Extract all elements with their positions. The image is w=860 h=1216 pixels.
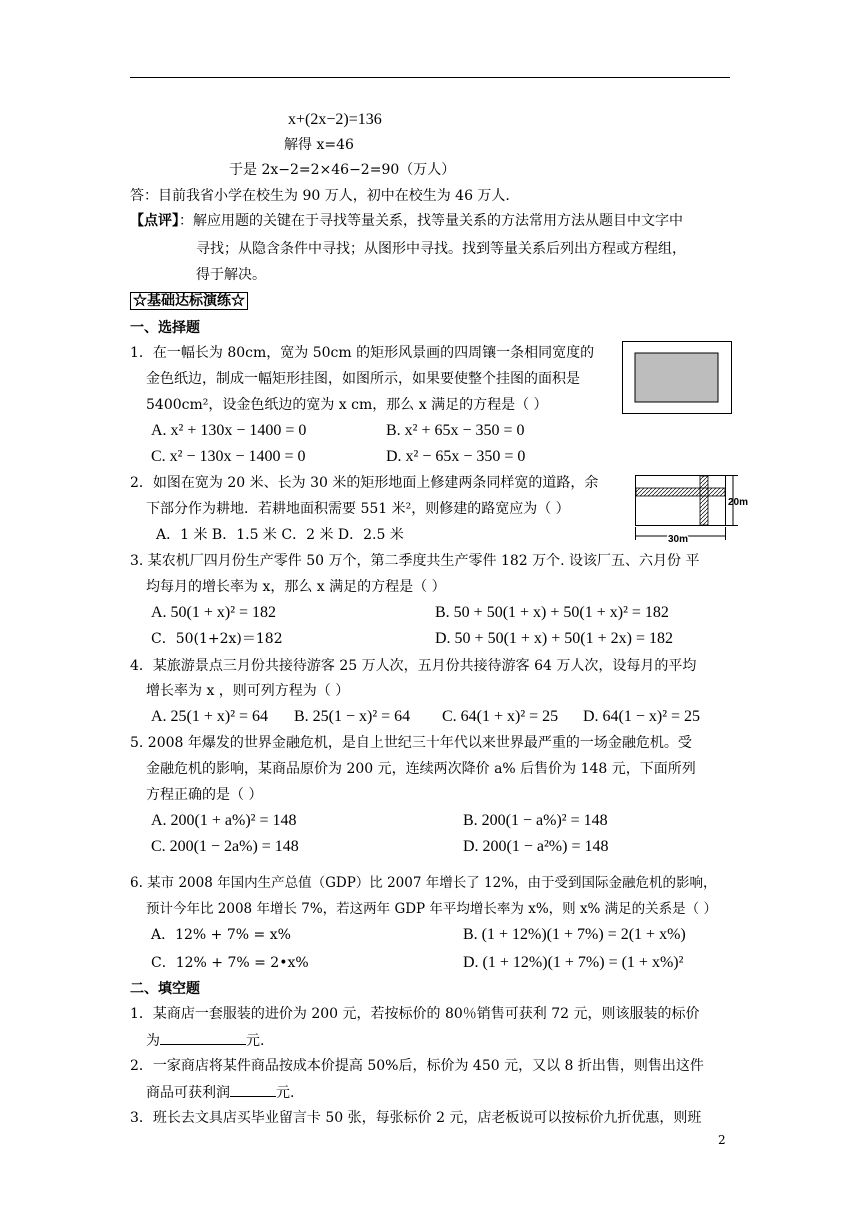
q5-line-3: 方程正确的是（ ） <box>146 787 263 803</box>
q3-option-b: B. 50 + 50(1 + x) + 50(1 + x)² = 182 <box>435 604 669 621</box>
answer-line: 答：目前我省小学在校生为 90 万人，初中在校生为 46 万人. <box>130 188 510 204</box>
q1-line-2: 金色纸边，制成一幅矩形挂图，如图所示，如果要使整个挂图的面积是 <box>146 371 580 387</box>
q6-line-1: 6. 某市 2008 年国内生产总值（GDP）比 2007 年增长了 12%，由于受到国际金融危机的影响， <box>130 875 717 891</box>
equation-line-1: x+(2x−2)=136 <box>288 111 382 128</box>
q5-option-c: C. 200(1 − 2a%) = 148 <box>151 838 299 855</box>
q1-option-c: C. x² − 130x − 1400 = 0 <box>151 448 306 465</box>
fill-q1-blank[interactable] <box>160 1030 246 1045</box>
equation-line-2: 解得 x=46 <box>284 137 354 153</box>
q4-line-2: 增长率为 x ，则可列方程为（ ） <box>146 683 350 699</box>
q6-option-c: C．12% + 7% = 2•x% <box>151 955 309 971</box>
q6-option-d: D. (1 + 12%)(1 + 7%) = (1 + x%)² <box>463 954 684 971</box>
q2-line-1: 2．如图在宽为 20 米、长为 30 米的矩形地面上修建两条同样宽的道路，余 <box>130 475 599 491</box>
part1-heading: 一、选择题 <box>130 320 200 336</box>
q1-option-a: A. x² + 130x − 1400 = 0 <box>151 422 307 439</box>
section-title <box>130 291 248 311</box>
section-title-text: ☆基础达标演练☆ <box>130 292 248 310</box>
comment-text-1: ：解应用题的关键在于寻找等量关系，找等量关系的方法常用方法从题目中文字中 <box>179 213 683 229</box>
q3-line-2: 均每月的增长率为 x，那么 x 满足的方程是（ ） <box>146 579 446 595</box>
fill-q3-line-1: 3．班长去文具店买毕业留言卡 50 张，每张标价 2 元，店老板说可以按标价九折优惠，则班 <box>130 1110 702 1126</box>
equation-line-3: 于是 2x−2=2×46−2=90（万人） <box>229 162 456 178</box>
fill-q1-line-2 <box>146 1030 264 1051</box>
page-number: 2 <box>718 1133 726 1147</box>
q3-line-1: 3. 某农机厂四月份生产零件 50 万个，第二季度共生产零件 182 万个. 设该厂五、六月份 平 <box>130 553 700 569</box>
q3-option-a: A. 50(1 + x)² = 182 <box>151 604 277 621</box>
fill-q2-blank[interactable] <box>230 1082 276 1097</box>
q1-line-1: 1．在一幅长为 80cm，宽为 50cm 的矩形风景画的四周镶一条相同宽度的 <box>130 345 595 361</box>
q1-option-b: B. x² + 65x − 350 = 0 <box>386 422 525 439</box>
q4-option-c: C. 64(1 + x)² = 25 <box>442 708 559 725</box>
q4-option-a: A. 25(1 + x)² = 64 <box>151 708 269 725</box>
comment-line-2: 寻找；从隐含条件中寻找；从图形中寻找。找到等量关系后列出方程或方程组， <box>196 241 686 257</box>
fill-q1-line-1: 1．某商店一套服装的进价为 200 元，若按标价的 80％销售可获利 72 元，则该服装的标价 <box>130 1006 700 1022</box>
q2-options: A．1 米 B．1.5 米 C．2 米 D．2.5 米 <box>156 527 404 543</box>
fill-q2-suffix: 元. <box>276 1085 295 1101</box>
q2-line-2: 下部分作为耕地．若耕地面积需要 551 米²，则修建的路宽应为（ ） <box>146 501 570 517</box>
fill-q1-prefix: 为 <box>146 1033 160 1049</box>
q6-option-a: A．12% + 7% = x% <box>151 927 291 943</box>
part2-heading: 二、填空题 <box>130 981 200 997</box>
length-label: 30m <box>668 534 689 545</box>
q5-option-d: D. 200(1 − a²%) = 148 <box>463 838 609 855</box>
field-roads-figure <box>630 470 749 545</box>
q4-line-1: 4．某旅游景点三月份共接待游客 25 万人次，五月份共接待游客 64 万人次，设每月的平均 <box>130 658 697 674</box>
q5-option-b: B. 200(1 − a%)² = 148 <box>463 812 608 829</box>
fill-q2-line-2 <box>146 1082 294 1103</box>
q4-option-b: B. 25(1 − x)² = 64 <box>294 708 411 725</box>
frame-figure <box>622 341 732 414</box>
q4-option-d: D. 64(1 − x)² = 25 <box>583 708 701 725</box>
q3-option-c: C．50(1+2x)＝182 <box>151 631 283 647</box>
q5-line-2: 金融危机的影响，某商品原价为 200 元，连续两次降价 a% 后售价为 148 元，下面所列 <box>146 761 696 777</box>
q1-line-3: 5400cm²，设金色纸边的宽为 x cm，那么 x 满足的方程是（ ） <box>146 397 548 413</box>
width-label: 20m <box>728 497 749 508</box>
q3-option-d: D. 50 + 50(1 + x) + 50(1 + 2x) = 182 <box>435 630 673 647</box>
q6-option-b: B. (1 + 12%)(1 + 7%) = 2(1 + x%) <box>463 926 686 943</box>
q5-option-a: A. 200(1 + a%)² = 148 <box>151 812 297 829</box>
fill-q2-prefix: 商品可获利润 <box>146 1085 230 1101</box>
comment-line-1 <box>130 211 683 231</box>
fill-q1-suffix: 元. <box>246 1033 265 1049</box>
fill-q2-line-1: 2．一家商店将某件商品按成本价提高 50%后，标价为 450 元，又以 8 折出售，则售出这件 <box>130 1058 704 1074</box>
q5-line-1: 5. 2008 年爆发的世界金融危机，是自上世纪三十年代以来世界最严重的一场金融危机。受 <box>130 735 692 751</box>
comment-line-3: 得于解决。 <box>196 267 266 283</box>
comment-label: 【点评】 <box>130 213 179 229</box>
q6-line-2: 预计今年比 2008 年增长 7%，若这两年 GDP 年平均增长率为 x%，则 x% 满足的关系是（ ） <box>146 901 717 917</box>
header-rule <box>130 77 730 78</box>
q1-option-d: D. x² − 65x − 350 = 0 <box>386 448 526 465</box>
